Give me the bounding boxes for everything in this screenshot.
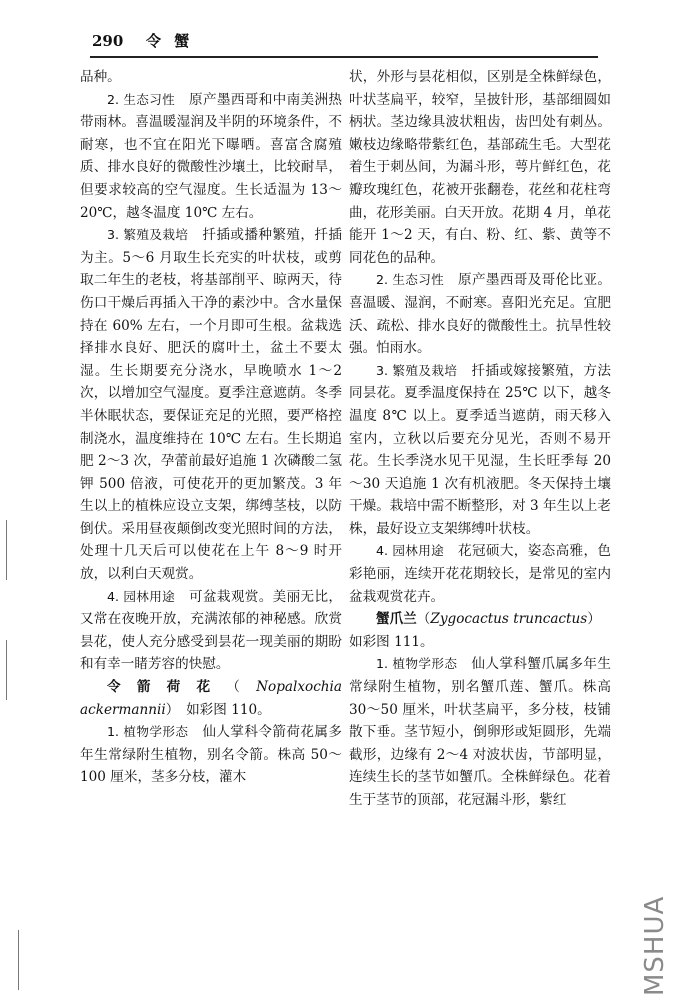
paragraph [349, 360, 611, 541]
left-column [80, 66, 342, 789]
species-heading: 令箭荷花（Nopalxochia ackermannii） 如彩图 110。 [80, 679, 343, 718]
scan-margin-line [18, 930, 19, 990]
paragraph-text: 原产墨西哥和中南美洲热带雨林。喜温暖湿润及半阴的环境条件，不耐寒，也不宜在阳光下曝晒。喜富含腐殖质、排水良好的微酸性沙壤土，比较耐旱，但要求较高的空气湿度。生长适温为 13～20℃，越冬温度 10℃ 左右。 [80, 91, 342, 221]
paragraph-text: 原产墨西哥及哥伦比亚。喜温暖、湿润，不耐寒。喜阳光充足。宜肥沃、疏松、排水良好的微酸性土。抗旱性较强。怕雨水。 [349, 272, 611, 357]
species-figure-ref: 如彩图 111。 [349, 633, 434, 650]
paragraph-text: 花冠硕大，姿态高雅，色彩艳丽，连续开花花期较长，是常见的室内盆栽观赏花卉。 [349, 543, 611, 605]
subheading: 3. 繁殖及栽培 [376, 362, 458, 378]
header-rule [90, 56, 598, 58]
subheading: 4. 园林用途 [376, 543, 445, 559]
species-heading: 蟹爪兰（Zygocactus truncactus） [376, 611, 601, 628]
scan-margin-line [6, 520, 7, 580]
subheading: 2. 生态习性 [107, 91, 176, 107]
species-latin-name: Zygocactus truncactus [430, 611, 588, 628]
species-figure-ref: 如彩图 110。 [186, 701, 271, 718]
subheading: 2. 生态习性 [376, 272, 445, 288]
paragraph-text: 仙人掌科令箭荷花属多年生常绿附生植物，别名令箭。株高 50～100 厘米，茎多分枝，灌木 [80, 724, 342, 786]
subheading: 1. 植物学形态 [376, 656, 458, 672]
scan-margin-line [6, 640, 7, 700]
paragraph-text: 可盆栽观赏。美丽无比，又常在夜晚开放，充满浓郁的神秘感。欣赏昙花，使人充分感受到昙花一现美丽的期盼和有幸一睹芳容的快慰。 [80, 588, 342, 673]
subheading: 4. 园林用途 [107, 588, 176, 604]
paragraph [349, 66, 611, 269]
page-number: 290 [92, 32, 124, 50]
paragraph-text: 扦插或嫁接繁殖，方法同昙花。夏季温度保持在 25℃ 以下，越冬温度 8℃ 以上。夏季适当遮荫，雨天移入室内，立秋以后要充分见光，否则不易开花。生长季浇水见干见湿，生长旺季每 20～30 天追施 1 次有机液肥。冬天保持土壤干燥。栽培中需不断整形，对 3 年生以上老株，最好设立支架绑缚叶状枝。 [349, 362, 611, 537]
paragraph [80, 89, 342, 225]
paragraph-text: 扦插或播种繁殖，扦插为主。5～6 月取生长充实的叶状枝，或剪取二年生的老枝，将基部削平、晾两天，待伤口干燥后再插入干净的素沙中。含水量保持在 60% 左右，一个月即可生根。盆栽选择排水良好、肥沃的腐叶土，盆土不要太湿。生长期要充分浇水，早晚喷水 1～2 次，以增加空气湿度。夏季注意遮荫。冬季半休眠状态，要保证充足的光照，要严格控制浇水，温度维持在 10℃ 左右。生长期追肥 2～3 次，孕蕾前最好追施 1 次磷酸二氢钾 500 倍液，可使花开的更加繁茂。3 年生以上的植株应设立支架，绑缚茎枝，以防倒伏。采用昼夜颠倒改变光照时间的方法，处理十几天后可以使花在上午 8～9 时开放，以利白天观赏。 [80, 227, 342, 583]
paragraph [80, 66, 342, 89]
paragraph [80, 224, 342, 586]
species-title: 令箭荷花 [107, 679, 227, 696]
paragraph-text: 品种。 [80, 69, 121, 85]
subheading: 1. 植物学形态 [107, 724, 189, 740]
paragraph [80, 721, 342, 789]
paragraph-text: 状，外形与昙花相似，区别是全株鲜绿色，叶状茎扁平，较窄，呈披针形，基部细圆如柄状。茎边缘具波状粗齿，齿凹处有刺丛。嫩枝边缘略带紫红色，基部疏生毛。大型花着生于刺丛间，为漏斗形，萼片鲜红色，花瓣玫瑰红色，花被开张翻卷，花丝和花柱弯曲，花形美丽。白天开放。花期 4 月，单花能开 1～2 天，有白、粉、红、紫、黄等不同花色的品种。 [349, 69, 611, 266]
species-figure-line [349, 631, 611, 654]
subheading: 3. 繁殖及栽培 [107, 227, 189, 243]
paragraph [349, 540, 611, 608]
right-column [349, 66, 611, 812]
paragraph [349, 269, 611, 359]
species-title: 蟹爪兰 [376, 611, 417, 628]
paragraph [80, 586, 342, 676]
species-latin-name: Nopalxochia ackermannii [80, 679, 343, 718]
paragraph-text: 仙人掌科蟹爪属多年生常绿附生植物，别名蟹爪莲、蟹爪。株高 30～50 厘米，叶状茎扁平，多分枝，枝铺散下垂。茎节短小，倒卵形或矩圆形，先端截形，边缘有 2～4 对波状齿，节部明显，连续生长的茎节如蟹爪。全株鲜绿色。花着生于茎节的顶部，花冠漏斗形，紫红 [349, 656, 611, 808]
watermark: MSHUA [640, 895, 670, 996]
running-title: 令 蟹 [146, 32, 194, 50]
paragraph [349, 653, 611, 811]
